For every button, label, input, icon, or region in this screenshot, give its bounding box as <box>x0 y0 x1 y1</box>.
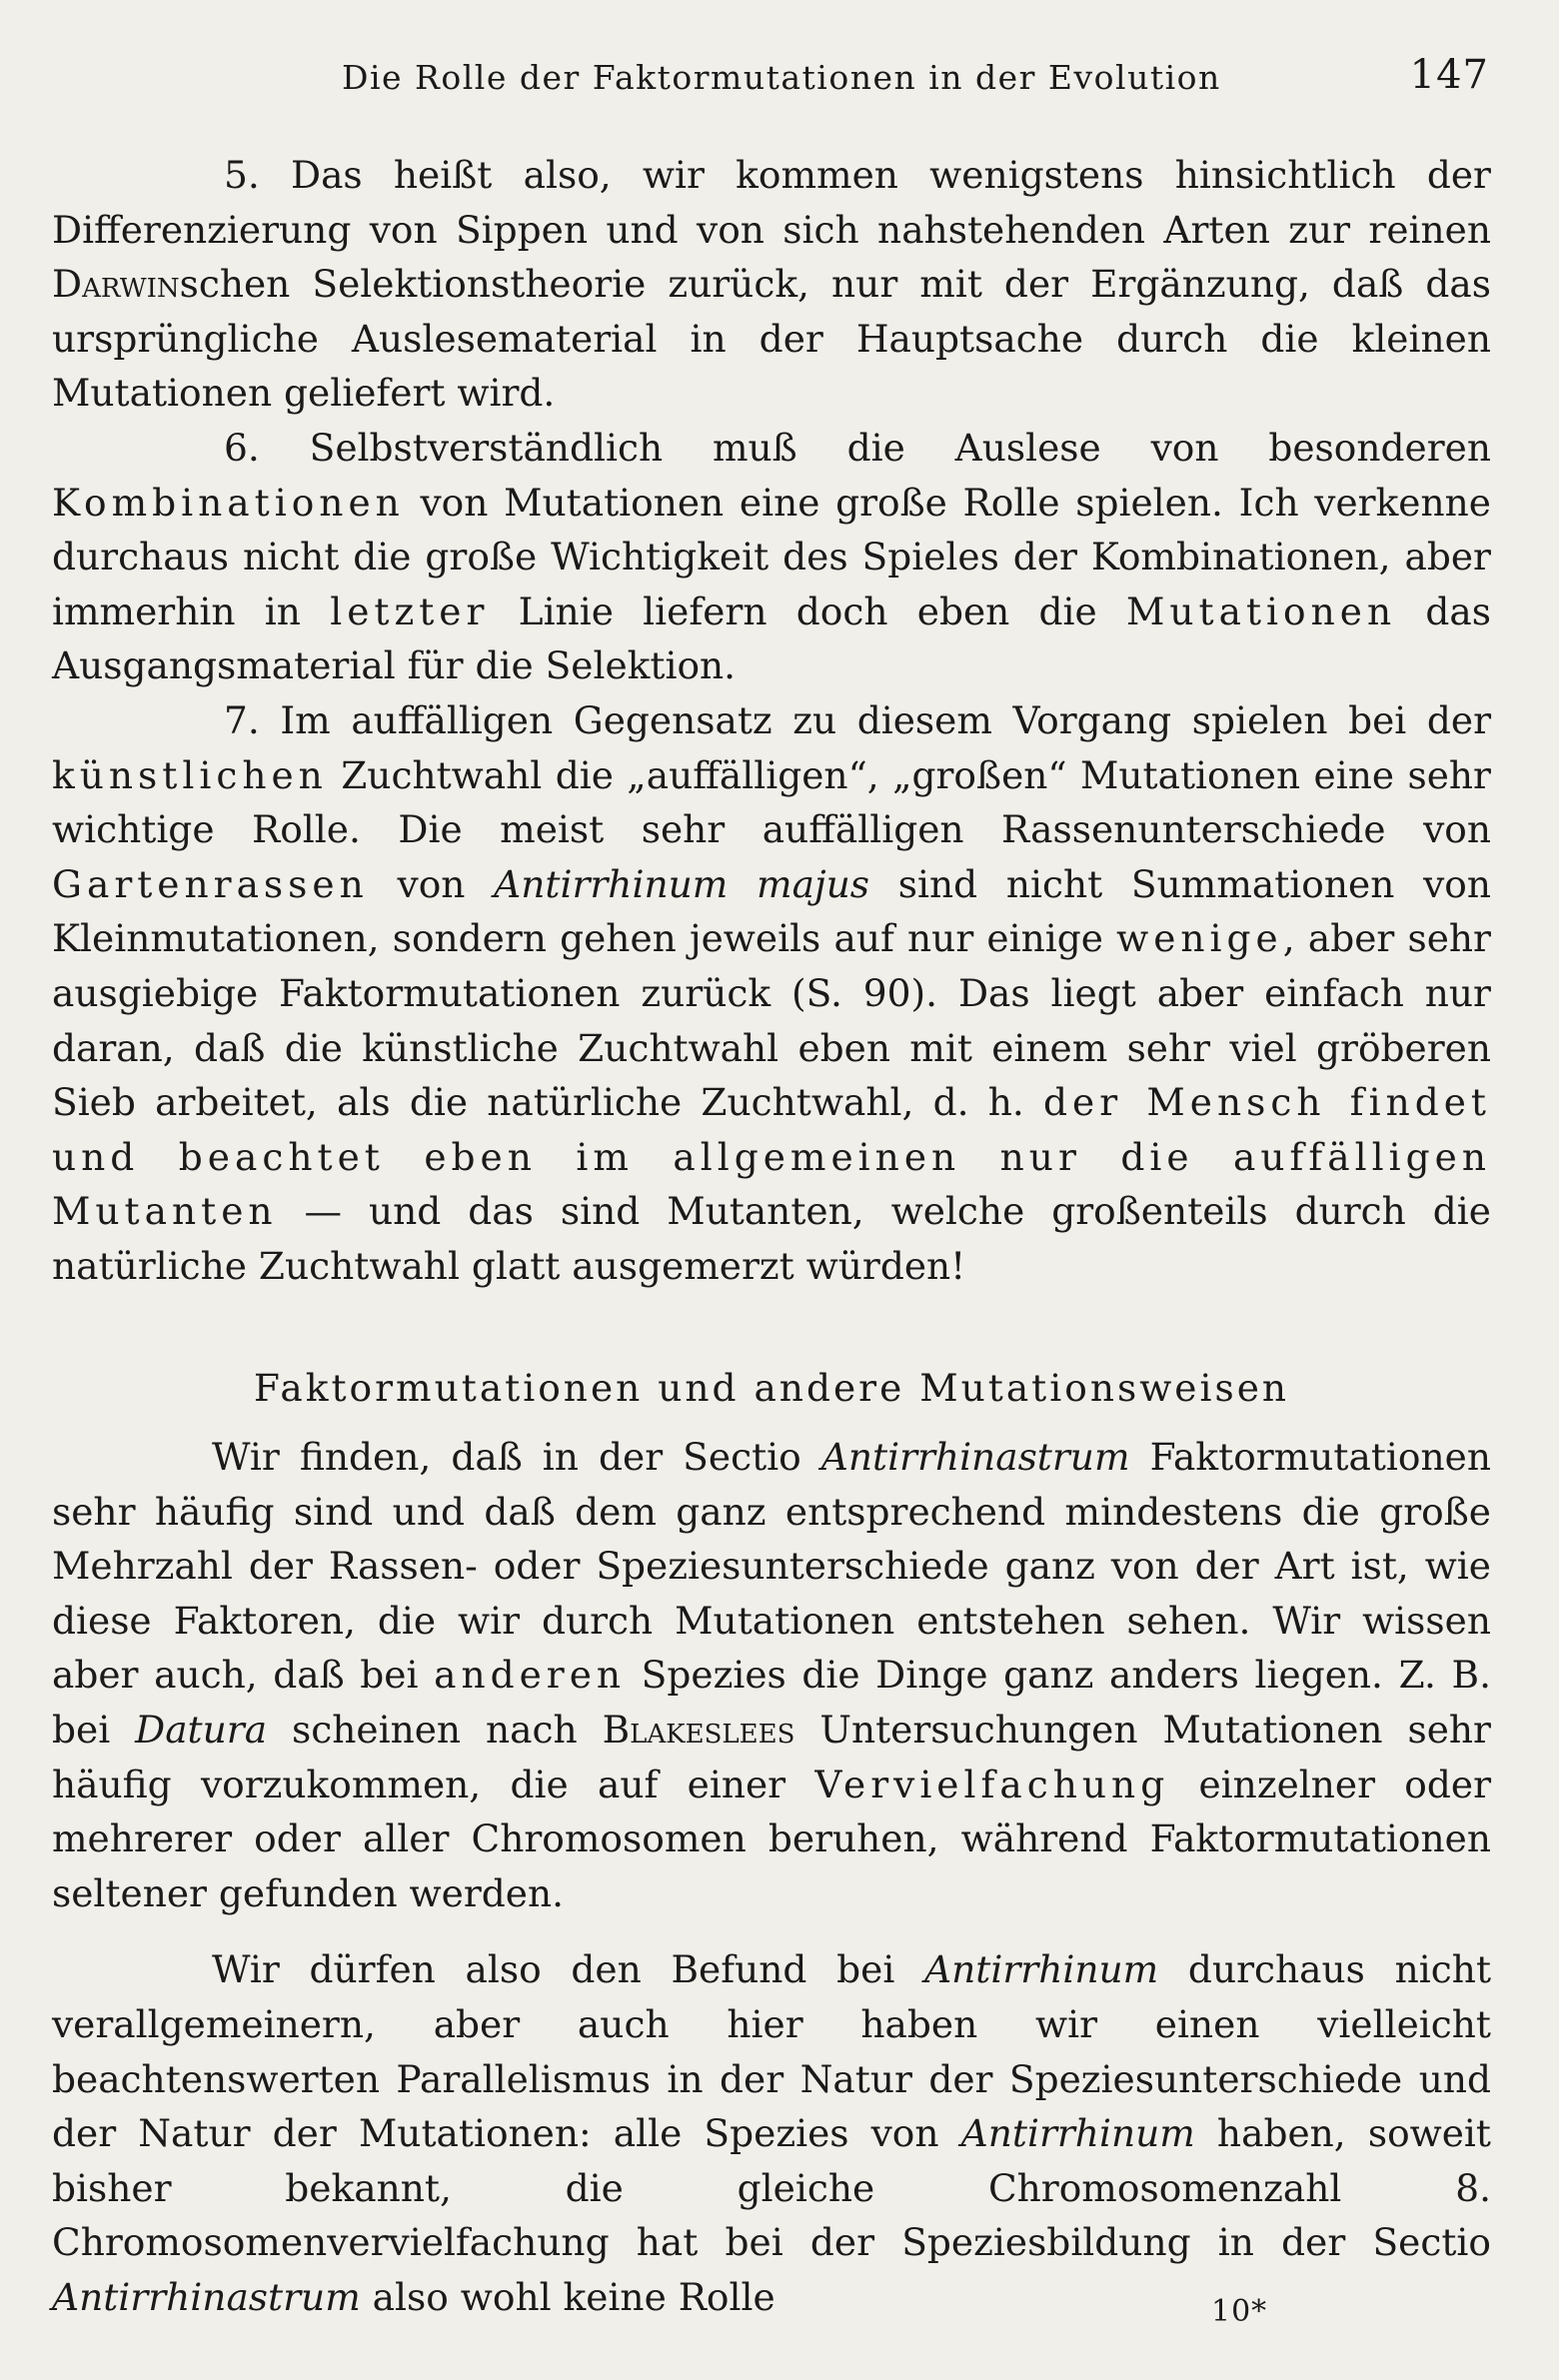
text-run: haben, soweit bisher bekannt, die gleiche Chromosomenzahl 8. Chromosomenvervielfachung hat bei der Speziesbildung in der Sectio <box>52 2111 1491 2265</box>
paragraph-7 <box>52 693 1491 1294</box>
running-header <box>52 52 1489 102</box>
emphasis-spaced: Vervielfachung <box>814 1762 1170 1806</box>
text-run: Wir finden, daß in der Sectio <box>212 1435 821 1480</box>
taxon-name: Antirrhinastrum <box>820 1435 1130 1480</box>
text-run: von Mutationen eine große Rolle spielen. Ich verkenne durchaus nicht die große Wichtigkeit des Spieles der Kombinationen, aber immerhin in <box>52 480 1491 633</box>
text-run: Wir dürfen also den Befund bei <box>212 1947 925 1992</box>
text-run: einzelner oder mehrerer oder aller Chromosomen beruhen, während Faktormutationen seltener gefunden werden. <box>52 1762 1492 1915</box>
text-run: , aber sehr ausgiebige Faktormutationen zurück (S. 90). Das liegt aber einfach nur daran, daß die künstliche Zuchtwahl eben mit einem sehr viel gröberen Sieb arbeitet, als die natürliche Zuchtwahl, d. h. <box>52 916 1491 1125</box>
taxon-name: Datura <box>135 1708 268 1753</box>
text-run: 6. Selbstverständlich muß die Auslese von besonderen <box>224 425 1491 470</box>
taxon-name: Antirrhinum <box>924 1947 1159 1992</box>
emphasis-spaced: Gartenrassen <box>52 861 369 906</box>
author-name-darwin: Darwin <box>52 262 180 307</box>
text-run: Zuchtwahl die „auffälligen“, „großen“ Mutationen eine sehr wichtige Rolle. Die meist sehr auffälligen Rassenunterschiede von <box>52 752 1491 852</box>
running-title: Die Rolle der Faktormutationen in der Evolution <box>342 58 1221 97</box>
text-run: durchaus nicht verallgemeinern, aber auch hier haben wir einen vielleicht beachtenswerten Parallelismus in der Natur der Speziesunterschiede und der Natur der Mutationen: alle Spezies von <box>52 1947 1492 2156</box>
text-run: — und das sind Mutanten, welche großenteils durch die natürliche Zuchtwahl glatt ausgemerzt würden! <box>52 1189 1491 1288</box>
emphasis-spaced: künstlichen <box>52 752 328 797</box>
text-run: schen Selektionstheorie zurück, nur mit der Ergänzung, daß das ursprüngliche Auslesematerial in der Hauptsache durch die kleinen Mutationen geliefert wird. <box>52 262 1491 416</box>
text-run: von <box>368 861 495 906</box>
text-run: Spezies die Dinge ganz anders liegen. Z. B. bei <box>52 1653 1491 1753</box>
printer-signature: 10* <box>1211 2294 1268 2329</box>
section-heading: Faktormutationen und andere Mutationsweisen <box>253 1366 1290 1411</box>
paragraph-6 <box>52 421 1491 693</box>
emphasis-spaced: der Mensch findet und beachtet eben im allgemeinen nur die auffälligen Mutanten <box>52 1080 1491 1234</box>
emphasis-spaced: Mutationen <box>1126 589 1397 633</box>
text-run: scheinen nach <box>267 1708 603 1753</box>
paragraph-9 <box>52 1942 1491 2324</box>
text-run: 5. Das heißt also, wir kommen wenigstens hinsichtlich der Differenzierung von Sippen und von sich nahstehenden Arten zur reinen <box>52 153 1491 252</box>
paragraph-8 <box>52 1430 1491 1920</box>
emphasis-spaced: wenige <box>1116 916 1283 961</box>
emphasis-spaced: anderen <box>434 1653 627 1698</box>
body-text <box>52 148 1491 2325</box>
text-run: Untersuchungen Mutationen sehr häufig vorzukommen, die auf einer <box>52 1708 1491 1806</box>
emphasis-spaced: Kombinationen <box>52 480 405 525</box>
text-run: das Ausgangsmaterial für die Selektion. <box>52 589 1491 688</box>
taxon-name: Antirrhinum <box>960 2111 1195 2156</box>
emphasis-spaced: letzter <box>330 589 490 633</box>
species-name: Antirrhinum majus <box>494 861 869 906</box>
page-number: 147 <box>1409 52 1489 98</box>
taxon-name: Antirrhinastrum <box>52 2274 361 2319</box>
text-run: 7. Im auffälligen Gegensatz zu diesem Vorgang spielen bei der <box>224 697 1491 742</box>
author-name-blakeslee: Blakeslees <box>602 1708 795 1753</box>
text-run: Linie liefern doch eben die <box>489 589 1126 633</box>
paragraph-5 <box>52 148 1491 421</box>
text-run: sind nicht Summationen von Kleinmutationen, sondern gehen jeweils auf nur einige <box>52 861 1492 961</box>
text-run: Faktormutationen sehr häufig sind und daß dem ganz entsprechend mindestens die große Mehrzahl der Rassen- oder Speziesunterschiede ganz von der Art ist, wie diese Faktoren, die wir durch Mutationen entstehen sehen. Wir wissen aber auch, daß bei <box>52 1435 1491 1698</box>
text-run: also wohl keine Rolle <box>360 2274 776 2319</box>
